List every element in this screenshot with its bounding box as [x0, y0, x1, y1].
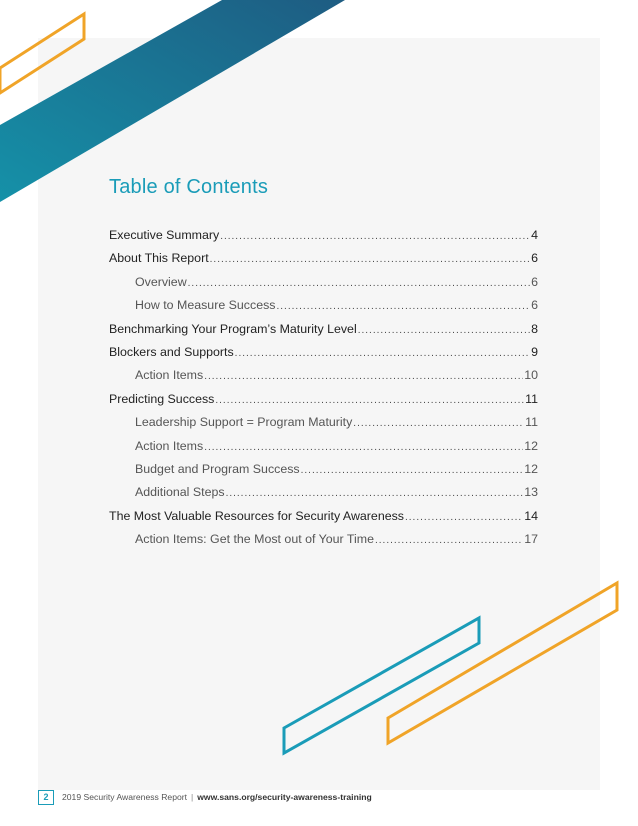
toc-entry-page: 10	[524, 368, 538, 383]
toc-entry-label: Blockers and Supports	[109, 344, 234, 359]
orange-outline-stripe-top	[0, 14, 84, 93]
toc-entry[interactable]	[109, 458, 538, 481]
toc-dot-leader	[204, 365, 523, 388]
toc-entry[interactable]	[109, 411, 538, 434]
toc-entry-label: Overview	[135, 274, 187, 289]
toc-entry-page: 12	[524, 461, 538, 476]
toc-dot-leader	[215, 389, 524, 412]
toc-entry-label: The Most Valuable Resources for Security Awareness	[109, 508, 404, 523]
toc-entry[interactable]	[109, 247, 538, 270]
toc-entry-page: 6	[531, 298, 538, 313]
toc-entry[interactable]	[109, 271, 538, 294]
toc-entry-label: Benchmarking Your Program’s Maturity Level	[109, 321, 357, 336]
page-footer	[38, 790, 372, 804]
toc-dot-leader	[358, 319, 530, 342]
toc-dot-leader	[235, 342, 530, 365]
toc-dot-leader	[210, 248, 530, 271]
toc-entry[interactable]	[109, 294, 538, 317]
toc-entry-label: Leadership Support = Program Maturity	[135, 415, 353, 430]
toc-entry-label: Budget and Program Success	[135, 461, 300, 476]
toc-entry-page: 11	[525, 391, 538, 406]
toc-entry[interactable]	[109, 341, 538, 364]
toc-dot-leader	[301, 459, 524, 482]
toc-entry[interactable]	[109, 224, 538, 247]
toc-dot-leader	[220, 225, 530, 248]
toc-entry-label: Action Items: Get the Most out of Your Time	[135, 532, 374, 547]
toc-entry-label: How to Measure Success	[135, 298, 276, 313]
toc-dot-leader	[188, 272, 530, 295]
toc-entry-page: 11	[525, 415, 538, 430]
toc-entry-label: Predicting Success	[109, 391, 215, 406]
toc-entry-page: 12	[524, 438, 538, 453]
toc-entry-page: 6	[531, 274, 538, 289]
report-name: 2019 Security Awareness Report	[62, 792, 187, 802]
page-title: Table of Contents	[109, 176, 269, 198]
toc-entry-label: Additional Steps	[135, 485, 225, 500]
toc-dot-leader	[204, 436, 523, 459]
page-number: 2	[38, 790, 54, 805]
toc-dot-leader	[405, 506, 523, 529]
toc-entry[interactable]	[109, 481, 538, 504]
toc-entry[interactable]	[109, 528, 538, 551]
toc-entry-label: About This Report	[109, 251, 209, 266]
toc-entry-page: 8	[531, 321, 538, 336]
teal-outline-stripe-bottom	[284, 618, 479, 753]
toc-entry-label: Action Items	[135, 438, 204, 453]
toc-entry[interactable]	[109, 318, 538, 341]
toc-dot-leader	[375, 529, 523, 552]
toc-entry[interactable]	[109, 505, 538, 528]
table-of-contents	[109, 224, 538, 551]
toc-entry-page: 4	[531, 228, 538, 242]
toc-entry-label: Executive Summary	[109, 228, 220, 242]
toc-dot-leader	[353, 412, 524, 435]
toc-entry-page: 14	[524, 508, 538, 523]
toc-entry[interactable]	[109, 364, 538, 387]
footer-url-link[interactable]: www.sans.org/security-awareness-training	[197, 792, 372, 802]
toc-entry-page: 6	[531, 251, 538, 266]
toc-entry[interactable]	[109, 388, 538, 411]
toc-entry-page: 13	[524, 485, 538, 500]
toc-entry-page: 9	[531, 344, 538, 359]
toc-dot-leader	[226, 482, 524, 505]
toc-entry-page: 17	[524, 532, 538, 547]
footer-separator: |	[191, 792, 194, 802]
toc-entry[interactable]	[109, 435, 538, 458]
toc-dot-leader	[276, 295, 530, 318]
orange-outline-stripe-bottom	[388, 583, 617, 743]
diagonal-teal-band	[0, 0, 345, 202]
toc-entry-label: Action Items	[135, 368, 204, 383]
